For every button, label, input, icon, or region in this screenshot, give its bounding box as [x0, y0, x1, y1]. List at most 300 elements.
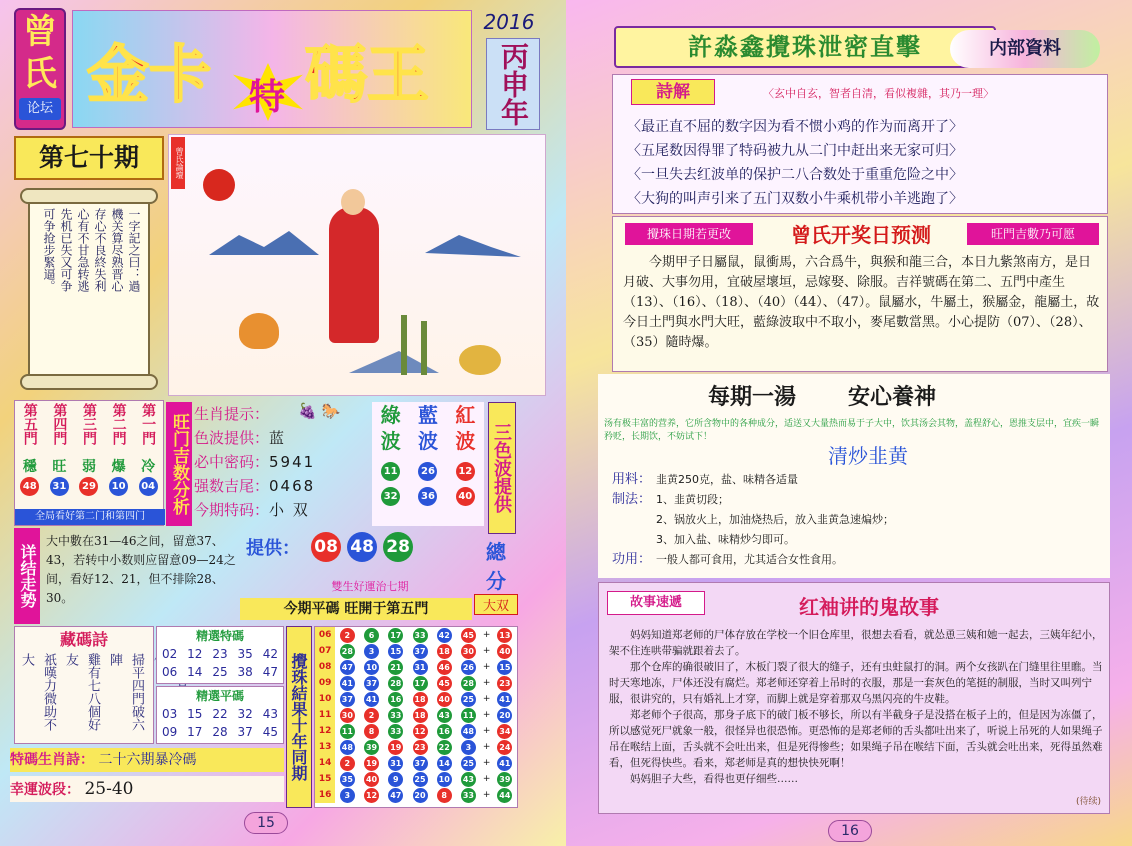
result-cell	[456, 675, 480, 691]
ping-pick-title: 精選平碼	[195, 689, 244, 703]
soup-dish: 清炒韭黄	[828, 444, 908, 468]
result-row	[315, 659, 517, 675]
pick-number: 22	[212, 707, 228, 721]
story-panel	[598, 582, 1110, 814]
gate-status: 爆	[111, 459, 126, 475]
gate-column	[109, 403, 129, 496]
result-ball: 17	[388, 628, 403, 643]
special-zodiac	[10, 748, 284, 772]
soup-row-value: 2、锅放火上，加油烧热后，放入韭黄急速煸炒；	[656, 513, 894, 526]
result-ball: 14	[437, 756, 452, 771]
result-ball: 12	[413, 724, 428, 739]
wave-row	[372, 462, 484, 481]
result-cell	[359, 707, 383, 723]
story-tag: 故事速遞	[607, 591, 705, 615]
result-ball: 13	[497, 628, 512, 643]
total-char-1: 總	[486, 540, 506, 564]
wave-number: 32	[381, 487, 400, 506]
result-ball: 28	[461, 676, 476, 691]
result-ball: 9	[388, 772, 403, 787]
issue-label: 第七十期	[14, 136, 164, 180]
gate-column	[20, 403, 40, 496]
pick-row	[157, 663, 283, 681]
result-cell	[359, 659, 383, 675]
result-cell	[359, 675, 383, 691]
hidden-poem-panel	[14, 626, 154, 744]
poem-line: 〈五尾数因得罪了特码被九从二门中赶出来无家可归〉	[627, 143, 963, 159]
title-main-1: 金卡	[87, 38, 212, 111]
pick-number: 14	[187, 665, 203, 679]
result-cell: 06	[315, 627, 335, 643]
provide-panel	[246, 532, 466, 572]
result-ball: 3	[340, 788, 355, 803]
result-ball: 11	[340, 724, 355, 739]
hint-row	[194, 426, 366, 450]
result-cell	[384, 771, 408, 787]
result-row	[315, 707, 517, 723]
result-cell	[359, 771, 383, 787]
result-ball: 18	[413, 692, 428, 707]
result-cell	[384, 723, 408, 739]
result-ball: 30	[340, 708, 355, 723]
result-ball: 3	[461, 740, 476, 755]
wave-number: 36	[418, 487, 437, 506]
soup-row	[612, 490, 1102, 510]
result-cell	[493, 739, 517, 755]
scroll-poem-line: 存心不良終失利	[93, 208, 107, 292]
hint-value: 小 双	[269, 501, 310, 519]
result-cell: 09	[315, 675, 335, 691]
wave-head	[418, 402, 438, 454]
result-row	[315, 723, 517, 739]
result-ball: 33	[388, 708, 403, 723]
result-cell: +	[482, 710, 491, 720]
result-cell: +	[482, 726, 491, 736]
result-ball: 45	[437, 676, 452, 691]
result-cell: +	[482, 662, 491, 672]
trend-label: 详结走势	[14, 528, 40, 624]
wave-head-bottom: 波	[380, 429, 401, 453]
predict-right-tag: 旺門吉數乃可愿	[967, 223, 1099, 245]
result-cell	[493, 707, 517, 723]
result-cell	[493, 675, 517, 691]
result-cell	[432, 707, 456, 723]
result-ball: 25	[461, 692, 476, 707]
predict-text: 今期甲子日屬鼠，鼠衝馬，六合爲牛，與猴和龍三合，本日九紫煞南方，是日月破、大事勿用，宜破屋壞垣，忌嫁娶、除服。吉祥號碼在第二、五門中產生（13）、（16）、（18）、（40）（44）、（47）。鼠屬水，牛屬土，猴屬金，龍屬土，故今日土門與水門大旺，藍綠波取中不取小，麥尾數當黑。小心提防（07）、（28）、（35）隨時爆。	[623, 255, 1100, 350]
story-paragraph: 那个仓库的确很破旧了，木板门裂了很大的缝子，还有虫蛀鼠打的洞。两个女孩趴在门缝里往里瞧。当时天寒地冻，尸体还没有腐烂。郑老师还穿着上吊时的衣服，那是一套灰色的笔挺的制服，当时又叫列宁服，很讲究的，只有婚礼上才穿，而脚上就是穿着那双乌黑闪亮的牛皮鞋。	[609, 661, 1103, 705]
soup-title-1: 每期一湯	[708, 384, 797, 410]
hidden-poem-line: 掃平四門破六陣	[107, 653, 144, 731]
internal-badge: 内部資料	[950, 30, 1100, 68]
right-title	[614, 26, 996, 68]
story-continued: (待续)	[1075, 797, 1101, 807]
result-cell	[456, 691, 480, 707]
result-cell: +	[482, 694, 491, 704]
gate-number: 29	[79, 477, 98, 496]
ping-pick-panel	[156, 686, 284, 744]
result-ball: 47	[340, 660, 355, 675]
hint-value: 0468	[269, 477, 316, 495]
result-ball: 23	[497, 676, 512, 691]
wave-panel	[372, 402, 484, 526]
provide-number: 48	[347, 532, 377, 562]
scroll-poem-line: 心有不甘急转逃	[76, 208, 90, 292]
hint-row	[194, 474, 366, 498]
wave-number: 40	[456, 487, 475, 506]
hidden-poem-title: 藏碼詩	[59, 630, 108, 649]
result-ball: 15	[388, 644, 403, 659]
pick-number: 43	[262, 707, 278, 721]
result-cell: 07	[315, 643, 335, 659]
result-cell	[432, 691, 456, 707]
result-cell	[432, 723, 456, 739]
brand-badge	[14, 8, 66, 130]
total-char-2: 分	[486, 569, 506, 593]
result-ball: 43	[461, 772, 476, 787]
title-main-2: 碼王	[305, 38, 430, 111]
result-row	[315, 675, 517, 691]
result-ball: 31	[413, 660, 428, 675]
result-ball: 41	[340, 676, 355, 691]
result-ball: 2	[340, 628, 355, 643]
soup-row-value: 3、加入盐、味精炒匀即可。	[656, 533, 795, 546]
result-cell	[456, 707, 480, 723]
result-row	[315, 691, 517, 707]
gate-status: 冷	[141, 459, 156, 475]
figure-head-icon	[341, 189, 365, 215]
result-cell	[408, 675, 432, 691]
result-ball: 20	[413, 788, 428, 803]
result-cell: +	[482, 774, 491, 784]
te-pick-panel	[156, 626, 284, 684]
rooster-icon	[239, 313, 279, 349]
wave-head-top: 紅	[455, 403, 476, 427]
gate-number: 31	[50, 477, 69, 496]
result-cell	[456, 659, 480, 675]
result-cell	[493, 643, 517, 659]
wave-head	[455, 402, 475, 454]
special-zodiac-value: 二十六期暴冷碼	[98, 752, 197, 768]
result-ball: 3	[364, 644, 379, 659]
result-cell	[335, 691, 359, 707]
result-ball: 24	[497, 740, 512, 755]
result-cell	[456, 643, 480, 659]
soup-row-key: 制法：	[612, 492, 652, 507]
pick-number: 15	[187, 707, 203, 721]
wave-side-label: 三色波提供	[488, 402, 516, 534]
result-ball: 25	[461, 756, 476, 771]
result-ball: 37	[364, 676, 379, 691]
result-cell	[456, 627, 480, 643]
result-cell	[359, 723, 383, 739]
result-cell	[456, 771, 480, 787]
result-ball: 18	[413, 708, 428, 723]
result-cell	[408, 659, 432, 675]
result-cell	[335, 627, 359, 643]
poem-sub: 〈玄中自玄，智者自清，看似複雜，其乃一理〉	[763, 87, 994, 100]
pick-row	[157, 645, 283, 663]
poem-line: 〈最正直不屈的数字因为看不惯小鸡的作为而离开了〉	[627, 119, 963, 135]
scroll-poem-line: 可争抢步緊逼。	[42, 208, 56, 292]
gate-number: 04	[139, 477, 158, 496]
result-cell	[384, 627, 408, 643]
result-ball: 40	[437, 692, 452, 707]
result-ball: 45	[461, 628, 476, 643]
result-cell	[359, 691, 383, 707]
right-page	[566, 0, 1132, 846]
gate-name: 第三門	[80, 403, 97, 445]
scroll-poem-line: 機关算尽熟晋心	[110, 208, 124, 292]
result-ball: 2	[340, 756, 355, 771]
result-ball: 10	[364, 660, 379, 675]
result-ball: 28	[388, 676, 403, 691]
result-row	[315, 627, 517, 643]
result-cell	[359, 787, 383, 803]
hidden-poem-line: 雞有七八個好友	[63, 653, 100, 731]
result-cell	[335, 755, 359, 771]
result-ball: 23	[413, 740, 428, 755]
result-cell: +	[482, 630, 491, 640]
result-ball: 33	[413, 628, 428, 643]
wave-head	[381, 402, 401, 454]
soup-row	[612, 530, 1102, 550]
result-cell	[432, 755, 456, 771]
result-cell	[384, 755, 408, 771]
result-ball: 41	[364, 692, 379, 707]
gates-note: 全局看好第二门和第四门	[15, 509, 165, 525]
result-row	[315, 739, 517, 755]
hint-label: 色波提供：	[194, 429, 270, 447]
zodiac-icons: 🍇 🐎	[298, 402, 341, 420]
soup-title-2: 安心養神	[848, 384, 937, 410]
result-cell	[384, 643, 408, 659]
soup-row-value: 一般人都可食用，尤其适合女性食用。	[656, 553, 843, 566]
result-ball: 10	[437, 772, 452, 787]
ping-note: 今期平碼 旺開于第五門	[240, 598, 472, 620]
poem-line: 〈大狗的叫声引来了五门双数小牛乘机带小羊逃跑了〉	[627, 191, 963, 207]
result-cell	[432, 771, 456, 787]
result-cell	[432, 643, 456, 659]
result-cell: 10	[315, 691, 335, 707]
soup-row-value: 韭黄250克，盐、味精各适量	[656, 473, 798, 486]
title-banner	[72, 10, 472, 128]
figure-icon	[329, 207, 379, 343]
result-row	[315, 787, 517, 803]
result-ball: 8	[437, 788, 452, 803]
result-cell	[456, 755, 480, 771]
result-ball: 47	[388, 788, 403, 803]
result-cell	[493, 771, 517, 787]
trend-text: 大中數在31—46之间，留意37、43，若转中小数则应留意09—24之间，看好12、21，但不排除28、30。	[46, 534, 236, 605]
wave-number: 26	[418, 462, 437, 481]
soup-row-value: 1、韭黄切段；	[656, 493, 729, 506]
gate-column	[138, 403, 158, 496]
pick-number: 09	[161, 725, 178, 739]
result-cell	[384, 707, 408, 723]
provide-label: 提供：	[246, 538, 300, 559]
result-ball: 31	[388, 756, 403, 771]
result-ball: 2	[364, 708, 379, 723]
result-cell	[408, 755, 432, 771]
result-cell	[335, 771, 359, 787]
result-ball: 33	[461, 788, 476, 803]
result-row	[315, 771, 517, 787]
result-ball: 37	[340, 692, 355, 707]
gates-panel	[14, 400, 164, 526]
story-title: 红袖讲的鬼故事	[799, 595, 939, 619]
pick-row	[157, 705, 283, 723]
predict-panel	[612, 216, 1108, 372]
wave-number: 11	[381, 462, 400, 481]
result-cell: +	[482, 790, 491, 800]
result-cell	[493, 755, 517, 771]
pick-number: 17	[187, 725, 203, 739]
result-cell	[456, 723, 480, 739]
hints-panel	[194, 402, 366, 526]
poem-panel	[612, 74, 1108, 214]
poem-scroll	[14, 186, 164, 396]
result-cell	[432, 627, 456, 643]
lucky-wave-label: 幸運波段：	[10, 782, 80, 798]
result-cell	[335, 643, 359, 659]
result-cell	[432, 675, 456, 691]
result-cell	[384, 659, 408, 675]
result-cell	[493, 787, 517, 803]
scroll-poem-line: 一字記之曰：過	[127, 208, 141, 292]
page-number: 15	[244, 812, 288, 834]
cycle-label: 丙申年	[486, 38, 540, 130]
result-row	[315, 755, 517, 771]
story-paragraph: 妈妈知道郑老师的尸体存放在学校一个旧仓库里，很想去看看，就怂恿三姨和她一起去，三姨年纪小，架不住连哄带骗就跟着去了。	[609, 629, 1103, 657]
result-ball: 46	[437, 660, 452, 675]
result-ball: 37	[413, 756, 428, 771]
result-cell: 12	[315, 723, 335, 739]
page-number-right: 16	[828, 820, 872, 842]
total-panel	[474, 536, 518, 616]
pick-row	[157, 723, 283, 741]
result-cell	[493, 627, 517, 643]
pick-number: 45	[262, 725, 278, 739]
basket-icon	[459, 345, 501, 375]
provide-number: 28	[383, 532, 413, 562]
result-cell	[335, 675, 359, 691]
pick-number: 32	[237, 707, 253, 721]
right-title-text: 許淼鑫攪珠泄密直擊	[688, 32, 922, 61]
result-ball: 30	[461, 644, 476, 659]
hint-label: 生肖提示：	[194, 405, 270, 423]
hint-value: 5941	[269, 453, 316, 471]
brand-char-1: 曾	[23, 12, 57, 52]
result-cell	[408, 771, 432, 787]
story-paragraph: 郑老师个子很高，那身子底下的破门板不够长，所以有半截身子是没搭在板子上的，但是因为冻僵了，所以感觉死尸就象一般，很怪异也很恐怖。更恐怖的是郑老师的舌头都吐出来了，听说上吊死的人如果绳子吊在喉结上面，舌头就不会吐出来，但是死得惨些；如果绳子吊在喉结下面，舌头就会吐出来，死得虽然难看，但死得快些。看来，郑老师是真的想快快死啊！	[609, 709, 1103, 769]
poem-tag: 詩解	[631, 79, 715, 105]
result-cell	[408, 739, 432, 755]
lucky-gate-label: 旺门吉数分析	[166, 402, 192, 526]
gate-column	[79, 403, 99, 496]
soup-panel	[598, 374, 1110, 578]
illustration	[168, 134, 546, 396]
result-ball: 16	[437, 724, 452, 739]
gate-status: 弱	[81, 459, 96, 475]
pick-number: 28	[212, 725, 228, 739]
soup-row-key: 用料：	[612, 472, 652, 487]
result-ball: 39	[497, 772, 512, 787]
wave-head-top: 藍	[417, 403, 438, 427]
result-cell	[408, 627, 432, 643]
result-cell: +	[482, 742, 491, 752]
soup-row	[612, 550, 1102, 570]
result-cell	[432, 739, 456, 755]
result-ball: 11	[461, 708, 476, 723]
birth-note: 雙生好運治七期	[331, 580, 409, 593]
soup-intro: 汤有极丰富的营养，它所含物中的各种成分，适送又大量热而易于子大中，饮其汤会其物，盖程舒心，恩推支层中，宜疾一瞬矜贬，长期饮，不妨试下！	[604, 419, 1100, 442]
result-cell	[408, 691, 432, 707]
gate-number: 10	[109, 477, 128, 496]
result-cell	[335, 707, 359, 723]
result-ball: 39	[364, 740, 379, 755]
result-ball: 43	[437, 708, 452, 723]
wave-number: 12	[456, 462, 475, 481]
result-cell	[493, 723, 517, 739]
result-row	[315, 643, 517, 659]
hidden-poem-line: 祇嘆力微助不大	[19, 653, 56, 731]
result-ball: 34	[497, 724, 512, 739]
result-ball: 8	[364, 724, 379, 739]
hint-row	[194, 498, 366, 522]
result-cell	[384, 675, 408, 691]
pick-number: 37	[237, 725, 253, 739]
result-ball: 28	[340, 644, 355, 659]
result-cell	[359, 739, 383, 755]
brand-char-2: 氏	[23, 54, 57, 94]
result-cell	[432, 659, 456, 675]
result-cell	[359, 627, 383, 643]
result-ball: 33	[388, 724, 403, 739]
wave-head-bottom: 波	[417, 429, 438, 453]
total-tag: 大双	[474, 594, 518, 615]
scroll-roll-bottom	[20, 374, 158, 390]
result-ball: 19	[388, 740, 403, 755]
result-cell	[384, 787, 408, 803]
result-table	[314, 626, 518, 808]
result-ball: 48	[461, 724, 476, 739]
result-cell	[432, 787, 456, 803]
pick-number: 03	[161, 707, 178, 721]
result-ball: 48	[340, 740, 355, 755]
result-ball: 26	[461, 660, 476, 675]
pick-number: 06	[161, 665, 178, 679]
result-cell	[359, 755, 383, 771]
hint-row	[194, 450, 366, 474]
result-cell	[456, 739, 480, 755]
scroll-roll-top	[20, 188, 158, 204]
result-ball: 16	[388, 692, 403, 707]
result-ball: 6	[364, 628, 379, 643]
result-cell	[335, 723, 359, 739]
result-ball: 12	[364, 788, 379, 803]
result-cell: 13	[315, 739, 335, 755]
wave-head-top: 綠	[380, 403, 401, 427]
soup-row-key: 功用：	[612, 552, 652, 567]
result-cell	[335, 739, 359, 755]
result-ball: 25	[413, 772, 428, 787]
result-ball: 40	[364, 772, 379, 787]
result-cell	[384, 691, 408, 707]
soup-row	[612, 510, 1102, 530]
result-ball: 20	[497, 708, 512, 723]
result-cell	[335, 659, 359, 675]
pick-number: 02	[161, 647, 178, 661]
